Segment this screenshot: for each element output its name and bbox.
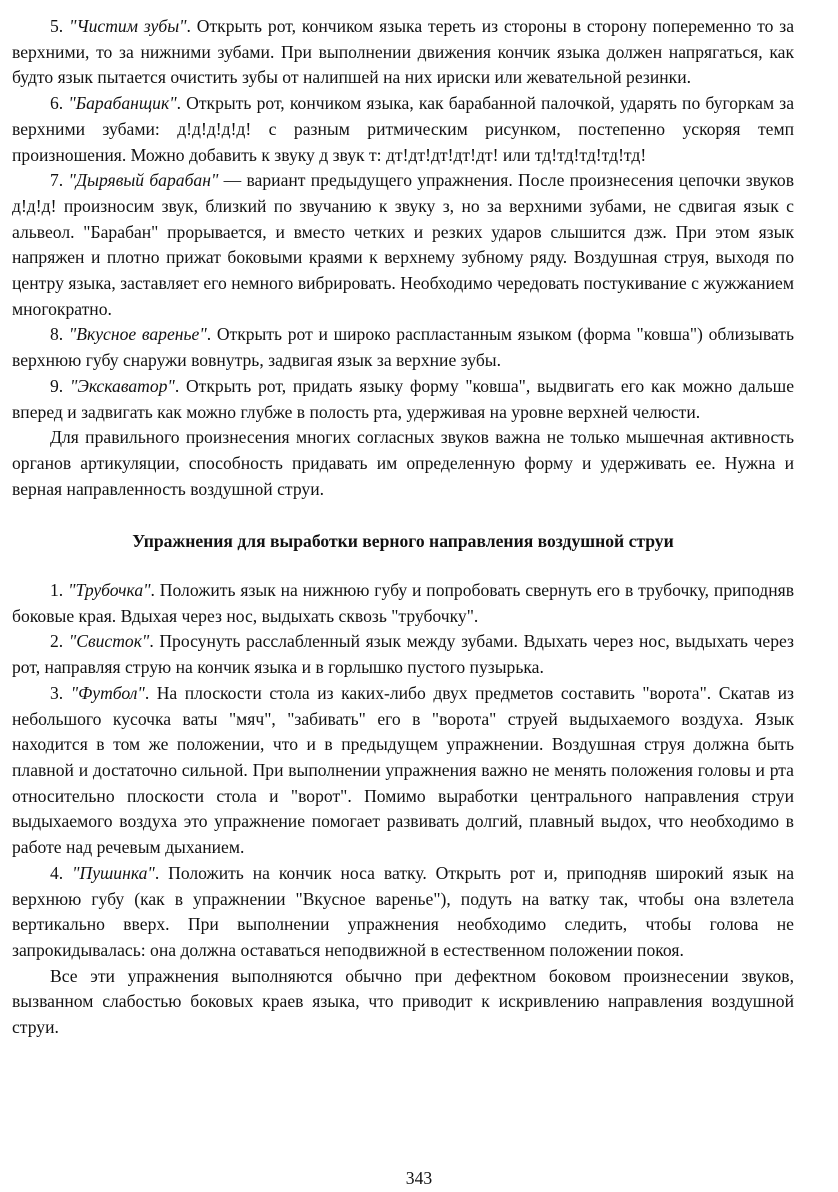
page-number: 343 [405, 1168, 433, 1188]
exercise-item [12, 681, 794, 861]
exercise-title: "Чистим зубы" [69, 16, 187, 36]
exercise-item [12, 578, 794, 629]
exercise-title: "Экскаватор" [69, 375, 175, 396]
exercise-item [12, 629, 794, 680]
exercise-number: 6. [50, 93, 69, 114]
exercise-number: 4. [50, 862, 73, 883]
exercise-number: 3. [50, 682, 71, 703]
exercise-number: 8. [50, 324, 69, 345]
exercise-text: . Открыть рот и широко распластанным языком (форма "ковша") облизывать верхнюю губу снаружи вовнутрь, задвигая язык за верхние зубы. [12, 324, 794, 371]
exercise-item [12, 14, 794, 91]
section-closing-paragraph: Все эти упражнения выполняются обычно при дефектном боковом произнесении звуков, вызванном слабостью боковых краев языка, что приводит к искривлению направления воздушной струи. [12, 965, 794, 1038]
exercise-item [12, 91, 794, 168]
exercise-title: "Пушинка" [72, 862, 155, 883]
exercise-text: . Положить на кончик носа ватку. Открыть рот и, приподняв широкий язык на верхнюю губу (как в упражнении "Вкусное варенье"), подуть на ватку так, чтобы она взлетела вертикально вверх. При выполнении упражнения необходимо следить, чтобы голова не запрокидывалась: она должна оставаться неподвижной в естественном положении покоя. [12, 862, 794, 960]
exercise-number: 7. [50, 170, 69, 191]
exercise-title: "Вкусное варенье" [68, 324, 207, 345]
exercise-text: . Положить язык на нижнюю губу и попробовать свернуть его в трубочку, приподняв боковые края. Вдыхая через нос, выдыхать сквозь "трубочку". [12, 580, 795, 626]
exercise-text: . Открыть рот, придать языку форму "ковша", выдвигать его как можно дальше вперед и задвигать как можно глубже в полость рта, удерживая на уровне верхней челюсти. [12, 375, 795, 422]
exercises-list-air-stream [12, 578, 794, 1041]
exercise-text: . На плоскости стола из каких-либо двух предметов составить "ворота". Скатав из небольшого кусочка ваты "мяч", "забивать" его в "ворота" струей выдыхаемого воздуха. Язык находится в том же положении, что и в предыдущем упражнении. Воздушная струя должна быть плавной и достаточно сильной. При выполнении упражнения важно не менять положения головы и рта относительно плоскости стола и "ворот". Помимо выработки центрального направления струи выдыхаемого воздуха это упражнение помогает развивать долгий, плавный выдох, что необходимо в работе над речевым дыханием. [12, 682, 794, 858]
exercise-text: . Открыть рот, кончиком языка, как барабанной палочкой, ударять по бугоркам за верхними зубами: д!д!д!д!д! с разным ритмическим рисунком, постепенно ускоряя темп произношения. Можно добавить к звуку д звук т: дт!дт!дт!дт!дт! или тд!тд!тд!тд!тд! [12, 93, 794, 165]
exercise-title: "Дырявый барабан" [68, 170, 219, 191]
exercise-text: — вариант предыдущего упражнения. После произнесения цепочки звуков д!д!д! произносим звук, близкий по звучанию к звуку з, но за верхними зубами, не сдвигая язык с альвеол. "Барабан" прорывается, и вместо четких и резких ударов слышится дзж. При этом язык напряжен и плотно прижат боковыми краями к верхнему зубному ряду. Воздушная струя, выходя по центру языка, заставляет его немного вибрировать. Необходимо чередовать постукивание с жужжанием многократно. [12, 170, 795, 319]
exercise-item [12, 322, 794, 373]
exercise-item [12, 168, 794, 322]
exercise-title: "Свисток" [68, 631, 150, 652]
section-heading: Упражнения для выработки верного направления воздушной струи [132, 531, 674, 552]
exercise-number: 1. [50, 580, 69, 601]
exercise-text: . Просунуть расслабленный язык между зубами. Вдыхать через нос, выдыхать через рот, направляя струю на кончик языка и в горлышко пустого пузырька. [12, 631, 794, 678]
exercise-text: . Открыть рот, кончиком языка тереть из стороны в сторону попеременно то за верхними, то за нижними зубами. При выполнении движения кончик языка должен напрягаться, как будто язык пытается очистить зубы от налипшей на них ириски или жевательной резинки. [12, 16, 795, 88]
exercise-title: "Трубочка" [68, 580, 151, 601]
exercise-number: 9. [50, 375, 70, 396]
exercise-title: "Барабанщик" [68, 93, 177, 114]
exercise-number: 5. [50, 16, 70, 36]
exercise-item [12, 374, 794, 425]
exercise-item [12, 861, 794, 964]
exercise-title: "Футбол" [70, 682, 145, 703]
exercise-number: 2. [50, 631, 69, 652]
section-closing-paragraph: Для правильного произнесения многих согласных звуков важна не только мышечная активность органов артикуляции, способность придавать им определенную форму и удерживать ее. Нужна и верная направленность воздушной струи. [12, 427, 794, 499]
exercises-list-articulation [12, 14, 794, 502]
